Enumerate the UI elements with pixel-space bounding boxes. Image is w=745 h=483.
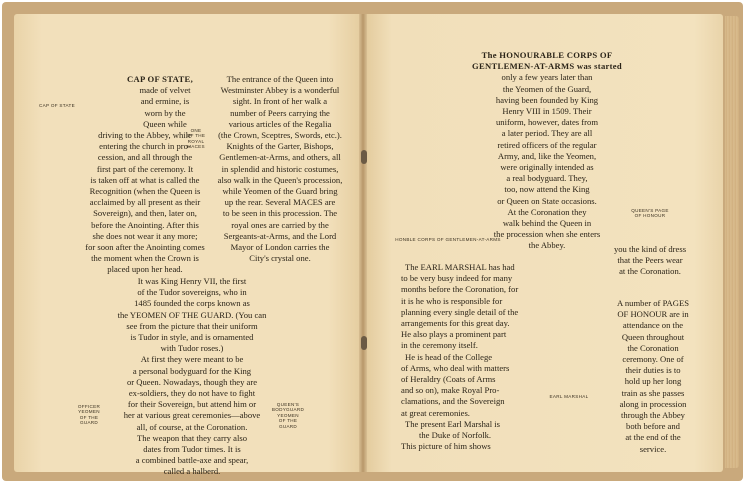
text-line: OF HONOUR are in	[617, 309, 689, 320]
page-edges	[725, 16, 739, 468]
text-line: is taken off at what is called the	[90, 174, 200, 185]
text-line: and so on), make Royal Pro-	[401, 385, 500, 396]
text-line: the YEOMEN OF THE GUARD. (You can	[117, 309, 267, 320]
text-line: cession, and all through the	[97, 152, 193, 163]
text-line: 1485 founded the corps known as	[134, 298, 250, 309]
text-line: of Heraldry (Coats of Arms	[401, 374, 496, 385]
text-line: the Coronation	[627, 342, 679, 353]
text-line: she does not wear it any more;	[92, 230, 198, 241]
yeomen-paragraph	[106, 276, 278, 478]
caption-line: GUARD	[278, 423, 298, 429]
text-line: It was King Henry VII, the first	[137, 276, 247, 286]
text-line: to be seen in this procession. The	[222, 208, 338, 219]
text-line: A number of PAGES	[616, 298, 690, 308]
book-gutter	[359, 14, 367, 472]
royal-mace-caption	[184, 128, 208, 150]
text-line: hold up her long	[624, 376, 682, 387]
text-line: The entrance of the Queen into	[226, 74, 334, 84]
caption-line: ONE	[190, 128, 202, 133]
text-line: arrangements for this great day.	[401, 318, 510, 329]
text-line: too, now attend the King	[504, 184, 590, 195]
text-line: made of velvet	[139, 85, 191, 96]
text-line: were originally intended as	[500, 162, 594, 173]
pages-of-honour-paragraph	[603, 298, 703, 455]
cap-of-state-heading: CAP OF STATE,	[126, 74, 194, 84]
text-line: Recognition (when the Queen is	[89, 186, 201, 197]
text-line: worn by the	[144, 107, 186, 118]
text-line: first part of the ceremony. It	[96, 163, 194, 174]
text-line: train as she passes	[621, 387, 685, 398]
text-line: Sergeants-at-Arms, and the Lord	[223, 230, 337, 241]
queens-bodyguard-caption	[268, 402, 308, 429]
text-line: placed upon her head.	[107, 264, 183, 275]
text-line: while Yeomen of the Guard bring	[222, 186, 338, 197]
text-line: of the Tudor sovereigns, who in	[137, 287, 247, 298]
text-line: all, of course, at the Coronation.	[136, 421, 248, 432]
text-line: driving to the Abbey, while	[98, 130, 192, 141]
officer-yeomen-caption	[72, 404, 106, 426]
earl-marshal-paragraph	[401, 262, 551, 452]
text-line: a combined battle-axe and spear,	[135, 455, 249, 466]
text-line: At the Coronation they	[507, 206, 587, 217]
text-line: The HONOURABLE CORPS OF	[481, 50, 613, 60]
text-line: The EARL MARSHAL has had	[405, 262, 515, 272]
staple-bottom	[361, 336, 367, 350]
text-line: Queen throughout	[621, 331, 685, 342]
caption-line: QUEEN'S	[276, 402, 300, 407]
text-line: At first they were meant to be	[140, 354, 244, 365]
text-line: their duties is to	[625, 365, 681, 376]
text-line: also walk in the Queen's procession,	[217, 174, 343, 185]
text-line: He is head of the College	[405, 351, 493, 362]
text-line: the Duke of Norfolk.	[419, 430, 492, 441]
text-line: entering the church in pro-	[99, 141, 191, 152]
text-line: called a halberd.	[163, 466, 221, 477]
text-line: royal ones are carried by the	[231, 219, 329, 230]
text-line: walk behind the Queen in	[502, 218, 592, 229]
text-line: service.	[639, 443, 667, 454]
caption-line: QUEEN'S PAGE	[631, 208, 669, 213]
text-line: and ermine, is	[140, 96, 190, 107]
text-line: sight. In front of her walk a	[232, 96, 328, 107]
text-line: you the kind of dress	[613, 244, 687, 254]
text-line: Mayor of London carries the	[230, 242, 330, 253]
text-line: retired officers of the regular	[497, 139, 597, 150]
text-line: Westminster Abbey is a wonderful	[220, 85, 340, 96]
peers-dress-paragraph	[595, 244, 705, 278]
text-line: having been founded by King	[495, 94, 599, 105]
text-line: the moment when the Crown is	[91, 253, 199, 264]
text-line: He also plays a prominent part	[401, 329, 507, 340]
text-line: through the Abbey	[621, 410, 685, 421]
text-line: a later period. They are all	[501, 128, 593, 139]
text-line: various articles of the Regalia	[228, 118, 332, 129]
caption-line: OF THE	[186, 133, 206, 139]
staple-top	[361, 150, 367, 164]
text-line: for their Sovereign, but attend him or	[127, 399, 257, 410]
text-line: along in procession	[619, 398, 687, 409]
text-line: or Queen. Nowadays, though they are	[126, 376, 258, 387]
text-line: in splendid and historic costumes,	[221, 163, 339, 174]
text-line: ex-soldiers, they do not have to fight	[128, 388, 256, 399]
text-line: it is he who is responsible for	[401, 295, 503, 306]
caption-line: YEOMEN	[277, 412, 299, 418]
text-line: to be very busy indeed for many	[401, 273, 513, 284]
text-line: The weapon that they carry also	[136, 432, 247, 443]
gentlemen-at-arms-caption: HONBLE CORPS OF GENTLEMEN-AT-ARMS	[395, 237, 501, 242]
text-line: only a few years later than	[501, 72, 593, 83]
left-page	[14, 14, 363, 477]
text-line: at the Coronation.	[619, 266, 681, 277]
text-line: before the Anointing. After this	[91, 219, 199, 230]
text-line: Queen while	[143, 118, 187, 129]
text-line: see from the picture that their uniform	[126, 320, 258, 331]
text-line: dates from Tudor times. It is	[143, 444, 241, 455]
text-line: Knights of the Garter, Bishops,	[226, 141, 334, 152]
text-line: City's crystal one.	[249, 253, 311, 264]
right-page	[363, 14, 723, 472]
text-line: of Arms, who deal with matters	[401, 362, 510, 373]
text-line: Sovereign), and then, later on,	[93, 208, 197, 219]
cap-of-state-caption: CAP OF STATE	[38, 103, 75, 108]
text-line: for soon after the Anointing comes	[85, 242, 205, 253]
text-line: is Tudor in style, and is ornamented	[130, 332, 254, 343]
caption-line: OFFICER	[77, 404, 101, 409]
caption-line: BODYGUARD	[271, 407, 305, 413]
text-line: at the end of the	[625, 432, 681, 443]
text-line: number of Peers carrying the	[230, 107, 330, 118]
cap-of-state-paragraph	[80, 74, 210, 276]
text-line: with Tudor roses.)	[160, 343, 224, 354]
text-line: the Yeomen of the Guard,	[502, 83, 592, 94]
text-line: that the Peers wear	[617, 255, 683, 266]
text-line: uniform, however, dates from	[495, 117, 599, 128]
text-line: a personal bodyguard for the King	[132, 365, 252, 376]
text-line: Gentlemen-at-Arms, and others, all	[219, 152, 341, 163]
text-line: the Abbey.	[528, 240, 566, 251]
entrance-paragraph	[206, 74, 354, 264]
page-of-honour-caption	[621, 208, 679, 219]
caption-line: MACES	[187, 144, 205, 150]
text-line: her at various great ceremonies—above	[123, 410, 261, 421]
text-line: ceremony. One of	[622, 354, 684, 365]
text-line: This picture of him shows	[401, 441, 491, 452]
text-line: attendance on the	[622, 320, 684, 331]
text-line: The present Earl Marshal is	[405, 418, 500, 429]
caption-line: ROYAL	[187, 138, 205, 144]
text-line: in the ceremony itself.	[401, 340, 478, 351]
earl-marshal-caption: EARL MARSHAL	[549, 394, 589, 399]
gentlemen-at-arms-paragraph	[459, 50, 635, 252]
text-line: Henry VIII in 1509. Their	[502, 106, 592, 117]
text-line: up the rear. Several MACES are	[224, 197, 336, 208]
caption-line: GUARD	[79, 420, 99, 426]
text-line: planning every single detail of the	[401, 306, 519, 317]
text-line: the procession when she enters	[493, 229, 601, 240]
caption-line: OF THE	[278, 418, 298, 424]
text-line: Army, and, like the Yeomen,	[497, 150, 597, 161]
caption-line: OF THE	[79, 414, 99, 420]
text-line: (the Crown, Sceptres, Swords, etc.).	[218, 130, 342, 141]
text-line: a real bodyguard. They,	[506, 173, 588, 184]
text-line: both before and	[626, 421, 680, 432]
text-line: GENTLEMEN-AT-ARMS was started	[471, 61, 623, 72]
text-line: at great ceremonies.	[401, 407, 470, 418]
text-line: acclaimed by all present as their	[89, 197, 201, 208]
text-line: or Queen on State occasions.	[497, 195, 597, 206]
caption-line: OF HONOUR	[634, 213, 666, 219]
text-line: months before the Coronation, for	[401, 284, 519, 295]
caption-line: YEOMEN	[78, 409, 100, 415]
text-line: clamations, and the Sovereign	[401, 396, 505, 407]
